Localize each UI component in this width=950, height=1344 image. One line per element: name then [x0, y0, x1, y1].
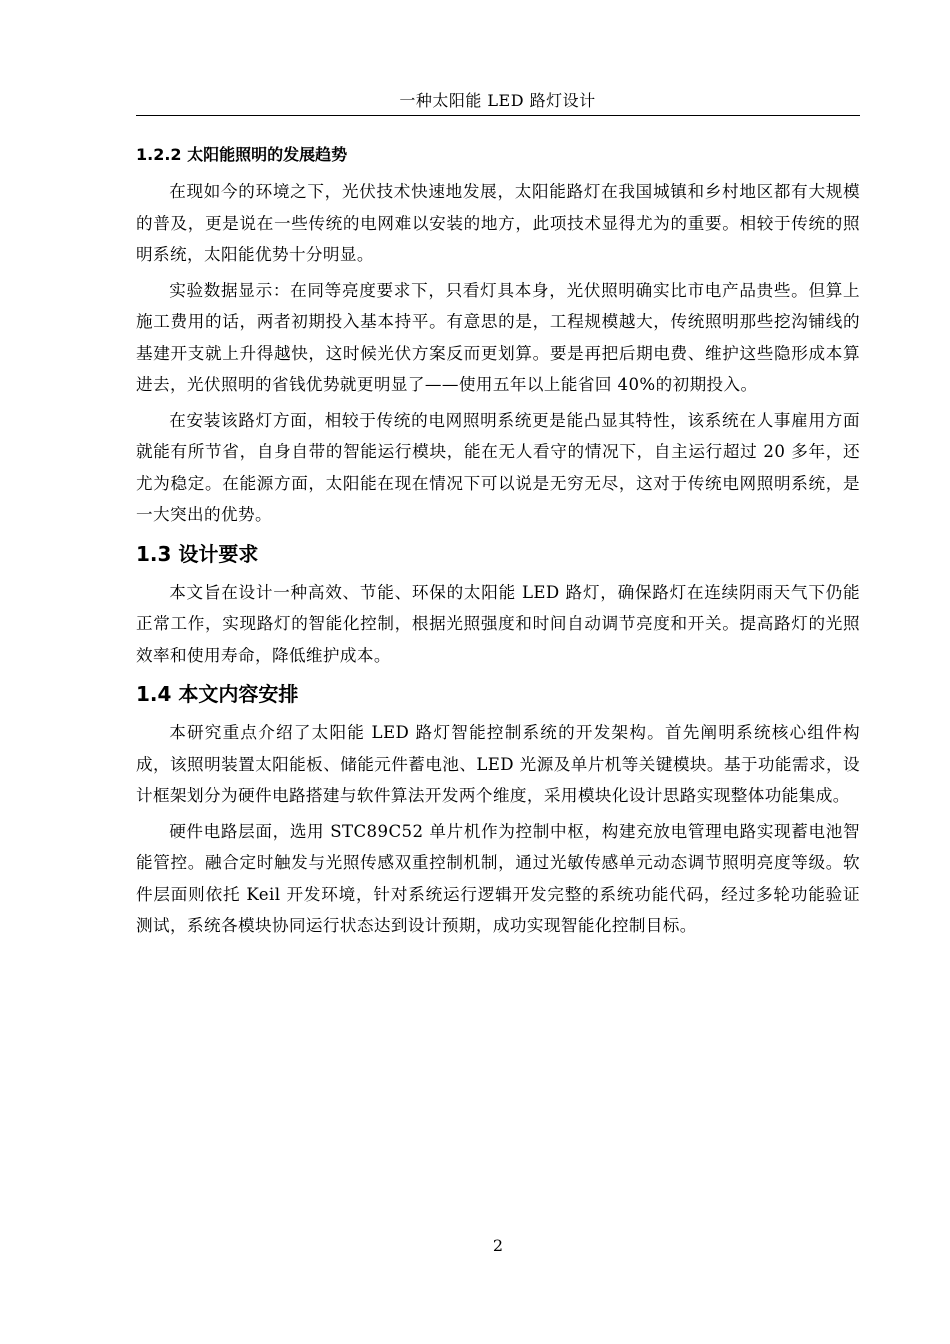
section-heading-1-3: 1.3 设计要求: [136, 541, 259, 566]
paragraph: 硬件电路层面，选用 STC89C52 单片机作为控制中枢，构建充放电管理电路实现蓄电池智能管控。融合定时触发与光照传感双重控制机制，通过光敏传感单元动态调节照明亮度等级。软件层面则依托 Keil 开发环境，针对系统运行逻辑开发完整的系统功能代码，经过多轮功能验证测试，系统各模块协同运行状态达到设计预期，成功实现智能化控制目标。: [136, 821, 860, 935]
paragraph: 本研究重点介绍了太阳能 LED 路灯智能控制系统的开发架构。首先阐明系统核心组件构成，该照明装置太阳能板、储能元件蓄电池、LED 光源及单片机等关键模块。基于功能需求，设计框架划分为硬件电路搭建与软件算法开发两个维度，采用模块化设计思路实现整体功能集成。: [136, 723, 860, 805]
paragraph: 在现如今的环境之下，光伏技术快速地发展，太阳能路灯在我国城镇和乡村地区都有大规模的普及，更是说在一些传统的电网难以安装的地方，此项技术显得尤为的重要。相较于传统的照明系统，太阳能优势十分明显。: [136, 182, 860, 264]
paragraph: 实验数据显示：在同等亮度要求下，只看灯具本身，光伏照明确实比市电产品贵些。但算上施工费用的话，两者初期投入基本持平。有意思的是，工程规模越大，传统照明那些挖沟铺线的基建开支就上升得越快，这时候光伏方案反而更划算。要是再把后期电费、维护这些隐形成本算进去，光伏照明的省钱优势就更明显了——使用五年以上能省回 40%的初期投入。: [136, 280, 860, 394]
subsection-heading-1-2-2: 1.2.2 太阳能照明的发展趋势: [136, 145, 348, 164]
running-header: 一种太阳能 LED 路灯设计: [399, 91, 596, 110]
page-number: 2: [492, 1236, 504, 1255]
section-heading-1-4: 1.4 本文内容安排: [136, 682, 299, 706]
paragraph: 本文旨在设计一种高效、节能、环保的太阳能 LED 路灯，确保路灯在连续阴雨天气下仍能正常工作，实现路灯的智能化控制，根据光照强度和时间自动调节亮度和开关。提高路灯的光照效率和使用寿命，降低维护成本。: [136, 582, 860, 665]
paragraph: 在安装该路灯方面，相较于传统的电网照明系统更是能凸显其特性，该系统在人事雇用方面就能有所节省，自身自带的智能运行模块，能在无人看守的情况下，自主运行超过 20 多年，还尤为稳定。在能源方面，太阳能在现在情况下可以说是无穷无尽，这对于传统电网照明系统，是一大突出的优势。: [136, 410, 860, 524]
page-body: [136, 140, 860, 946]
header-divider: [136, 115, 860, 116]
